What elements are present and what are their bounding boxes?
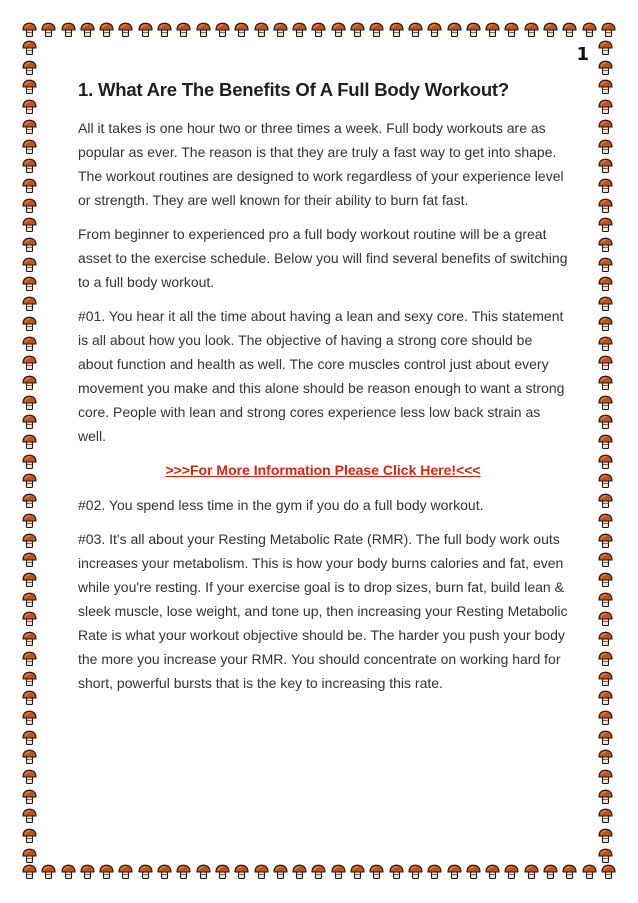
mushroom-icon — [311, 864, 326, 880]
mushroom-icon — [598, 454, 613, 470]
mushroom-icon — [598, 414, 613, 430]
more-information-link[interactable]: >>>For More Information Please Click Here!<<< — [165, 462, 481, 478]
mushroom-icon — [22, 79, 37, 95]
mushroom-icon — [61, 864, 76, 880]
mushroom-icon — [598, 139, 613, 155]
mushroom-icon — [22, 375, 37, 391]
mushroom-icon — [598, 730, 613, 746]
mushroom-icon — [292, 22, 307, 38]
mushroom-icon — [273, 22, 288, 38]
mushroom-icon — [601, 22, 616, 38]
mushroom-icon — [118, 22, 133, 38]
mushroom-icon — [41, 22, 56, 38]
mushroom-icon — [22, 789, 37, 805]
mushroom-icon — [138, 22, 153, 38]
mushroom-icon — [22, 296, 37, 312]
mushroom-icon — [598, 671, 613, 687]
mushroom-icon — [61, 22, 76, 38]
mushroom-icon — [408, 22, 423, 38]
mushroom-icon — [22, 828, 37, 844]
page-border-bottom — [22, 864, 616, 882]
mushroom-icon — [22, 119, 37, 135]
mushroom-icon — [598, 434, 613, 450]
mushroom-icon — [598, 710, 613, 726]
mushroom-icon — [598, 592, 613, 608]
mushroom-icon — [22, 198, 37, 214]
mushroom-icon — [598, 316, 613, 332]
mushroom-icon — [22, 395, 37, 411]
mushroom-icon — [22, 40, 37, 56]
mushroom-icon — [524, 22, 539, 38]
mushroom-icon — [22, 493, 37, 509]
mushroom-icon — [485, 22, 500, 38]
mushroom-icon — [504, 22, 519, 38]
mushroom-icon — [22, 611, 37, 627]
mushroom-icon — [598, 375, 613, 391]
mushroom-icon — [466, 22, 481, 38]
mushroom-icon — [598, 513, 613, 529]
mushroom-icon — [196, 864, 211, 880]
mushroom-icon — [234, 22, 249, 38]
mushroom-icon — [22, 864, 37, 880]
mushroom-icon — [598, 355, 613, 371]
mushroom-icon — [598, 493, 613, 509]
mushroom-icon — [598, 336, 613, 352]
mushroom-icon — [598, 198, 613, 214]
mushroom-icon — [22, 434, 37, 450]
mushroom-icon — [311, 22, 326, 38]
mushroom-icon — [22, 414, 37, 430]
paragraph-benefit-01: #01. You hear it all the time about having a lean and sexy core. This statement is all about how you look. The objective of having a strong core should be about function and health as well. The core muscles control just about every movement you make and this alone should be reason enough to want a strong core. People with lean and strong cores experience less low back strain as well. — [78, 308, 565, 444]
mushroom-icon — [598, 769, 613, 785]
mushroom-icon — [22, 276, 37, 292]
mushroom-icon — [22, 316, 37, 332]
mushroom-icon — [22, 690, 37, 706]
mushroom-icon — [598, 79, 613, 95]
mushroom-icon — [598, 828, 613, 844]
mushroom-icon — [22, 336, 37, 352]
mushroom-icon — [350, 864, 365, 880]
mushroom-icon — [598, 60, 613, 76]
mushroom-icon — [22, 178, 37, 194]
mushroom-icon — [562, 22, 577, 38]
mushroom-icon — [22, 730, 37, 746]
mushroom-icon — [215, 22, 230, 38]
mushroom-icon — [447, 864, 462, 880]
page-number: 1 — [576, 44, 589, 65]
page-title: 1. What Are The Benefits Of A Full Body Workout? — [78, 79, 509, 100]
mushroom-icon — [598, 40, 613, 56]
mushroom-icon — [582, 22, 597, 38]
mushroom-icon — [22, 355, 37, 371]
mushroom-icon — [582, 864, 597, 880]
mushroom-icon — [369, 864, 384, 880]
mushroom-icon — [598, 808, 613, 824]
mushroom-icon — [543, 22, 558, 38]
page-border-left — [22, 40, 40, 864]
mushroom-icon — [524, 864, 539, 880]
mushroom-icon — [196, 22, 211, 38]
mushroom-icon — [427, 864, 442, 880]
mushroom-icon — [22, 808, 37, 824]
mushroom-icon — [598, 690, 613, 706]
mushroom-icon — [598, 119, 613, 135]
mushroom-icon — [598, 99, 613, 115]
mushroom-icon — [292, 864, 307, 880]
mushroom-icon — [22, 710, 37, 726]
mushroom-icon — [157, 22, 172, 38]
mushroom-icon — [99, 864, 114, 880]
mushroom-icon — [350, 22, 365, 38]
mushroom-icon — [215, 864, 230, 880]
mushroom-icon — [598, 178, 613, 194]
mushroom-icon — [389, 864, 404, 880]
mushroom-icon — [598, 611, 613, 627]
mushroom-icon — [389, 22, 404, 38]
mushroom-icon — [504, 864, 519, 880]
mushroom-icon — [22, 552, 37, 568]
mushroom-icon — [22, 848, 37, 864]
mushroom-icon — [22, 769, 37, 785]
paragraph-beginner: From beginner to experienced pro a full body workout routine will be a great asset to the exercise schedule. Below you will find several benefits of switching to a full body workout. — [78, 226, 568, 290]
mushroom-icon — [598, 217, 613, 233]
mushroom-icon — [118, 864, 133, 880]
mushroom-icon — [176, 22, 191, 38]
mushroom-icon — [254, 864, 269, 880]
mushroom-icon — [22, 22, 37, 38]
paragraph-benefit-02: #02. You spend less time in the gym if you do a full body workout. — [78, 497, 484, 513]
mushroom-icon — [22, 473, 37, 489]
mushroom-icon — [447, 22, 462, 38]
mushroom-icon — [598, 276, 613, 292]
mushroom-icon — [234, 864, 249, 880]
paragraph-intro: All it takes is one hour two or three times a week. Full body workouts are as popular as ever. The reason is that they are truly a fast way to get into shape. The workout routines are designed to work regardless of your experience level or strength. They are well known for their ability to burn fat fast. — [78, 120, 564, 208]
mushroom-icon — [22, 513, 37, 529]
mushroom-icon — [273, 864, 288, 880]
mushroom-icon — [543, 864, 558, 880]
page-border-top — [22, 22, 616, 40]
mushroom-icon — [598, 296, 613, 312]
mushroom-icon — [138, 864, 153, 880]
page-border-right — [598, 40, 616, 864]
mushroom-icon — [80, 22, 95, 38]
mushroom-icon — [22, 671, 37, 687]
mushroom-icon — [598, 158, 613, 174]
mushroom-icon — [176, 864, 191, 880]
mushroom-icon — [598, 533, 613, 549]
mushroom-icon — [22, 454, 37, 470]
mushroom-icon — [22, 257, 37, 273]
mushroom-icon — [157, 864, 172, 880]
mushroom-icon — [598, 237, 613, 253]
mushroom-icon — [22, 651, 37, 667]
mushroom-icon — [254, 22, 269, 38]
mushroom-icon — [331, 22, 346, 38]
mushroom-icon — [22, 99, 37, 115]
mushroom-icon — [598, 572, 613, 588]
mushroom-icon — [598, 651, 613, 667]
mushroom-icon — [331, 864, 346, 880]
mushroom-icon — [601, 864, 616, 880]
paragraph-benefit-03: #03. It's all about your Resting Metabolic Rate (RMR). The full body work outs increases your metabolism. This is how your body burns calories and fat, even while you're resting. If your exercise goal is to drop sizes, burn fat, build lean & sleek muscle, lose weight, and tone up, then increasing your Resting Metabolic Rate is what your workout objective should be. The harder you push your body the more you increase your RMR. You should concentrate on working hard for short, powerful bursts that is the key to increasing this rate. — [78, 531, 568, 691]
mushroom-icon — [598, 552, 613, 568]
mushroom-icon — [80, 864, 95, 880]
mushroom-icon — [22, 533, 37, 549]
mushroom-icon — [22, 631, 37, 647]
mushroom-icon — [485, 864, 500, 880]
mushroom-icon — [22, 158, 37, 174]
mushroom-icon — [598, 395, 613, 411]
mushroom-icon — [22, 572, 37, 588]
mushroom-icon — [598, 473, 613, 489]
mushroom-icon — [408, 864, 423, 880]
mushroom-icon — [22, 749, 37, 765]
mushroom-icon — [598, 749, 613, 765]
mushroom-icon — [427, 22, 442, 38]
mushroom-icon — [369, 22, 384, 38]
mushroom-icon — [41, 864, 56, 880]
promo-link-line — [78, 458, 568, 483]
mushroom-icon — [22, 237, 37, 253]
mushroom-icon — [22, 592, 37, 608]
mushroom-icon — [598, 631, 613, 647]
mushroom-icon — [22, 60, 37, 76]
mushroom-icon — [22, 217, 37, 233]
document-body — [78, 78, 568, 705]
mushroom-icon — [598, 257, 613, 273]
mushroom-icon — [598, 848, 613, 864]
mushroom-icon — [22, 139, 37, 155]
mushroom-icon — [562, 864, 577, 880]
mushroom-icon — [99, 22, 114, 38]
mushroom-icon — [466, 864, 481, 880]
mushroom-icon — [598, 789, 613, 805]
